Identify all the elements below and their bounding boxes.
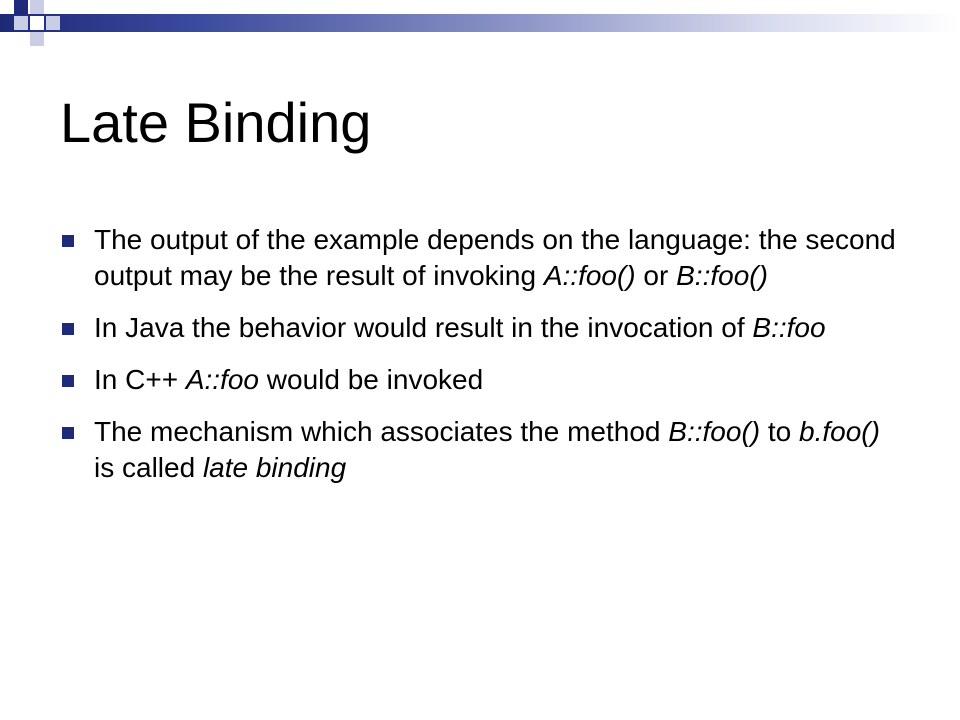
decoration-square	[14, 0, 28, 14]
slide-title: Late Binding	[60, 91, 372, 154]
decoration-square	[46, 16, 60, 30]
bullet-item	[60, 362, 900, 398]
bullet-code-text: A::foo	[185, 364, 260, 395]
bullet-text: or	[635, 260, 677, 291]
bullet-item	[60, 414, 900, 486]
bullet-list	[60, 222, 900, 502]
bullet-text: In Java the behavior would result in the invocation of	[94, 312, 753, 343]
square-bullet-icon	[62, 427, 74, 439]
bullet-item	[60, 222, 900, 294]
bullet-text: The mechanism which associates the method	[94, 416, 669, 447]
square-bullet-icon	[62, 323, 74, 335]
square-bullet-icon	[62, 375, 74, 387]
decoration-square	[14, 16, 28, 30]
decoration-square	[46, 0, 60, 14]
decoration-square	[30, 0, 44, 14]
bullet-code-text: B::foo	[752, 312, 826, 343]
bullet-text: would be invoked	[259, 364, 484, 395]
bullet-code-text: late binding	[202, 452, 347, 483]
header-decoration-bar	[0, 14, 960, 32]
bullet-code-text: B::foo()	[668, 416, 761, 447]
bullet-code-text: b.foo()	[799, 416, 880, 447]
bullet-text: to	[760, 416, 800, 447]
bullet-code-text: B::foo()	[676, 260, 768, 291]
decoration-square	[30, 16, 44, 30]
decoration-square	[30, 32, 44, 46]
square-bullet-icon	[62, 235, 74, 247]
bullet-text: In C++	[94, 364, 186, 395]
bullet-text: The output of the example depends on the language: the second output may be the result of invoking	[94, 224, 896, 291]
bullet-text: is called	[94, 452, 203, 483]
bullet-item	[60, 310, 900, 346]
bullet-code-text: A::foo()	[543, 260, 636, 291]
